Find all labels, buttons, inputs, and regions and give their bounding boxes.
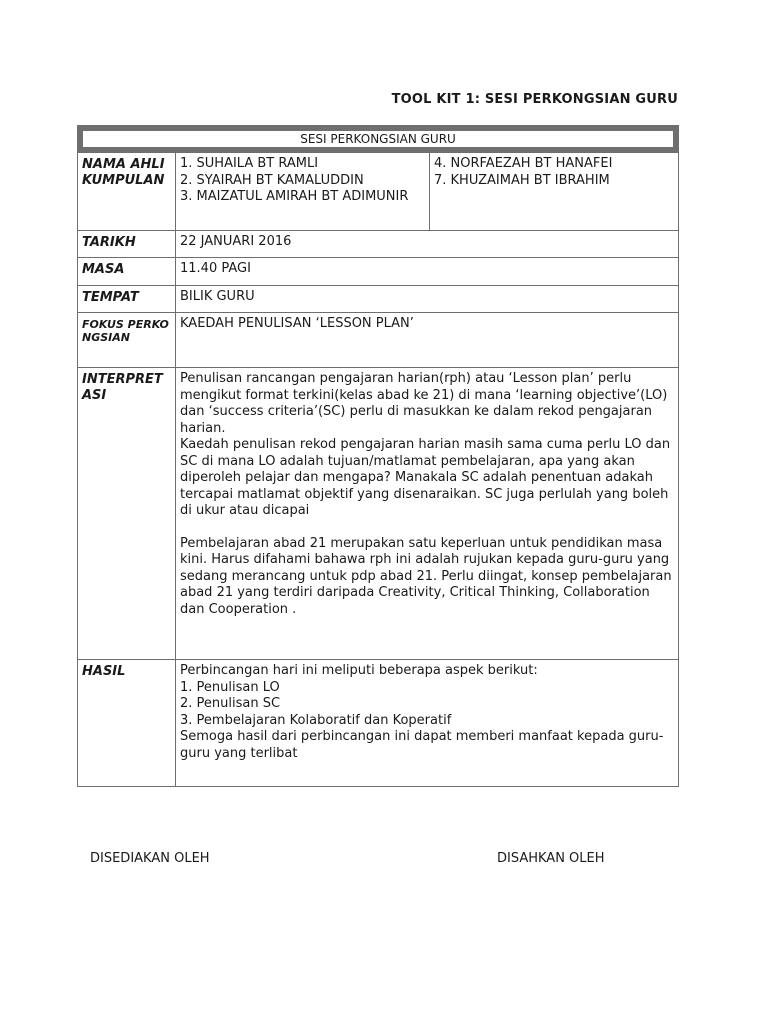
- result-row: [78, 660, 679, 787]
- member-7: 7. KHUZAIMAH BT IBRAHIM: [434, 172, 610, 188]
- time-label: MASA: [78, 258, 176, 286]
- interpretation-paragraph-1: Penulisan rancangan pengajaran harian(rph) atau ‘Lesson plan’ perlu mengikut format terkini(kelas abad ke 21) di mana ‘learning objective’(LO) dan ‘success criteria’(SC) perlu di masukkan ke dalam rekod pengajaran harian.: [180, 371, 668, 436]
- place-label: TEMPAT: [78, 286, 176, 313]
- prepared-by-label: DISEDIAKAN OLEH: [90, 851, 210, 866]
- result-item-2: 2. Penulisan SC: [180, 696, 281, 711]
- focus-label: FOKUS PERKONGSIAN: [78, 313, 176, 368]
- members-label: NAMA AHLI KUMPULAN: [78, 153, 176, 231]
- result-intro: Perbincangan hari ini meliputi beberapa aspek berikut:: [180, 663, 538, 678]
- result-item-3: 3. Pembelajaran Kolaboratif dan Koperatif: [180, 712, 452, 728]
- member-3: 3. MAIZATUL AMIRAH BT ADIMUNIR: [180, 189, 409, 204]
- result-label: HASIL: [78, 660, 176, 787]
- interpretation-row: [78, 368, 679, 660]
- time-row: [78, 258, 679, 286]
- table-header-row: [78, 126, 679, 153]
- focus-row: [78, 313, 679, 368]
- members-row: [78, 153, 679, 231]
- member-1: 1. SUHAILA BT RAMLI: [180, 156, 319, 171]
- members-right-cell: [430, 153, 679, 231]
- document-title: TOOL KIT 1: SESI PERKONGSIAN GURU: [391, 92, 678, 107]
- interpretation-value: [176, 368, 679, 660]
- place-row: [78, 286, 679, 313]
- place-value: BILIK GURU: [176, 286, 679, 313]
- member-2: 2. SYAIRAH BT KAMALUDDIN: [180, 172, 364, 188]
- approved-by-label: DISAHKAN OLEH: [497, 851, 605, 866]
- members-left-cell: [176, 153, 430, 231]
- member-4: 4. NORFAEZAH BT HANAFEI: [434, 156, 613, 171]
- time-value: 11.40 PAGI: [176, 258, 679, 286]
- result-value: [176, 660, 679, 787]
- table-header-cell: [78, 126, 679, 153]
- result-item-1: 1. Penulisan LO: [180, 679, 280, 695]
- date-label: TARIKH: [78, 231, 176, 258]
- date-row: [78, 231, 679, 258]
- session-form-table: [77, 125, 679, 787]
- table-header-title: SESI PERKONGSIAN GURU: [82, 130, 674, 148]
- interpretation-paragraph-2: Kaedah penulisan rekod pengajaran harian masih sama cuma perlu LO dan SC di mana LO adalah tujuan/matlamat pembelajaran, apa yang akan diperoleh pelajar dan mengapa? Manakala SC adalah penentuan adakah tercapai matlamat objektif yang disenaraikan. SC juga perlulah yang boleh di ukur atau dicapai: [180, 437, 671, 518]
- interpretation-paragraph-3: Pembelajaran abad 21 merupakan satu keperluan untuk pendidikan masa kini. Harus difahami bahawa rph ini adalah rujukan kepada guru-guru yang sedang merancang untuk pdp abad 21. Perlu diingat, konsep pembelajaran abad 21 yang terdiri daripada Creativity, Critical Thinking, Collaboration dan Cooperation .: [180, 535, 672, 617]
- focus-value: KAEDAH PENULISAN ‘LESSON PLAN’: [176, 313, 679, 368]
- interpretation-label: INTERPRETASI: [78, 368, 176, 660]
- date-value: 22 JANUARI 2016: [176, 231, 679, 258]
- result-closing: Semoga hasil dari perbincangan ini dapat memberi manfaat kepada guru-guru yang terlibat: [180, 729, 664, 761]
